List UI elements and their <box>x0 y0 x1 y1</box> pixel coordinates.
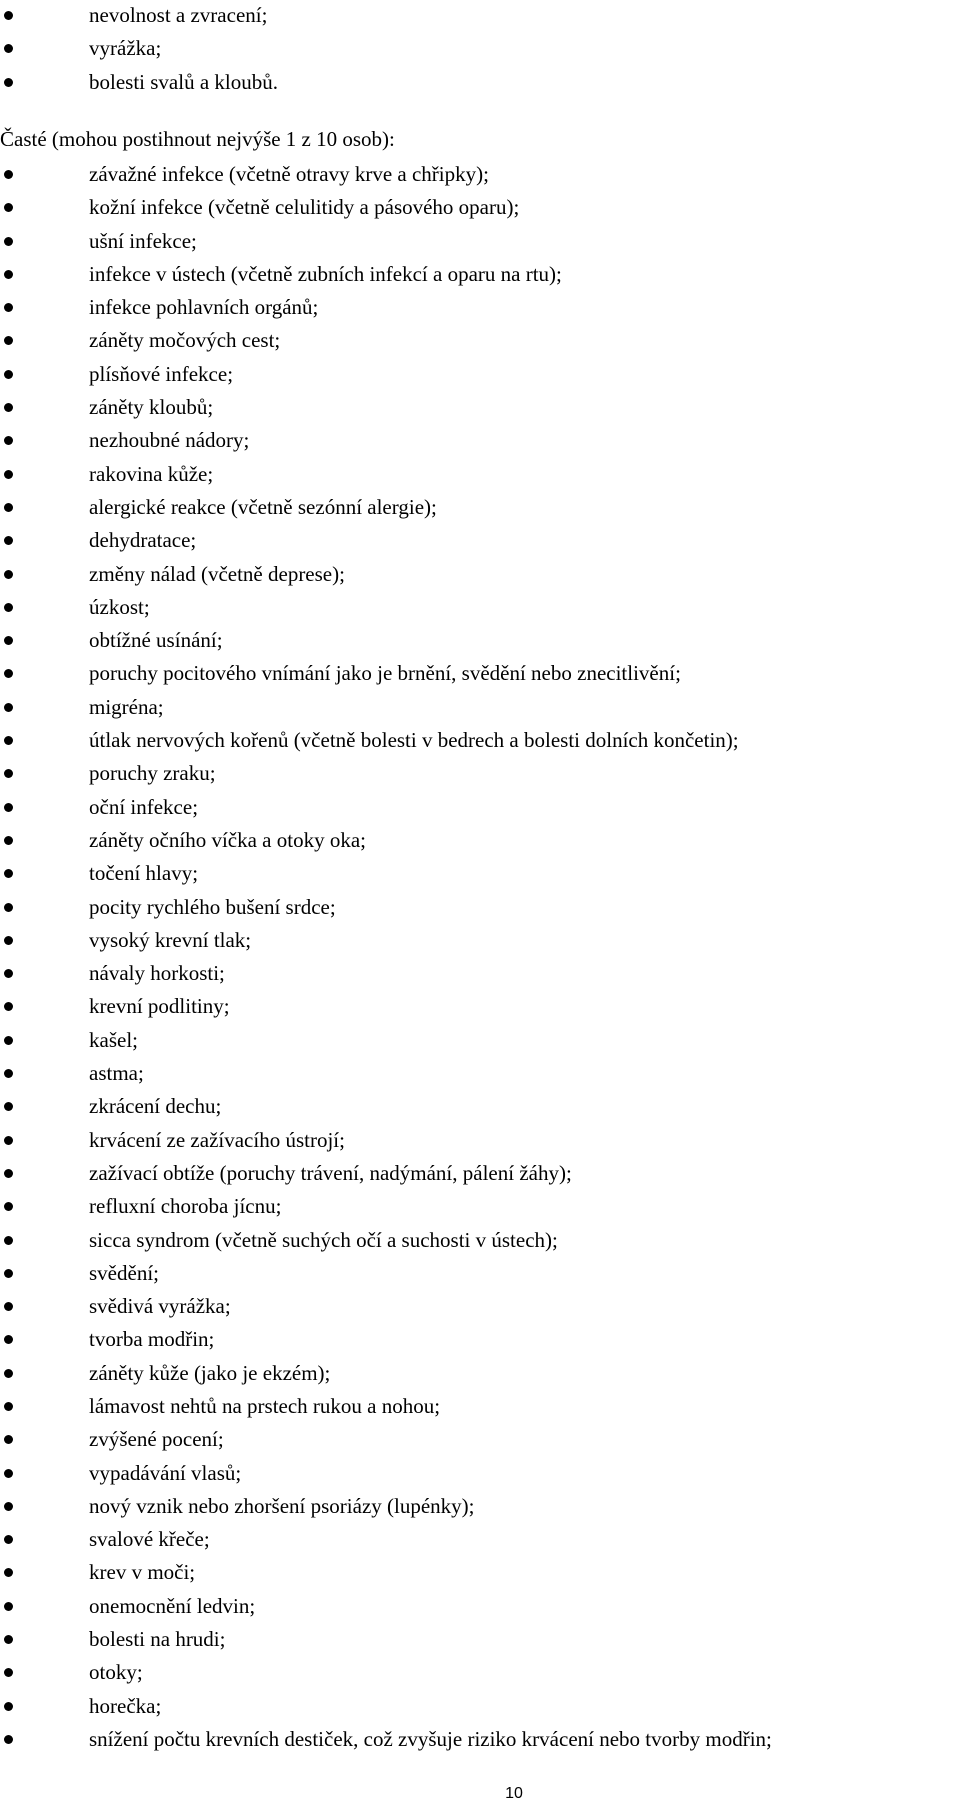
bullet-icon <box>4 403 13 412</box>
list-item-text: infekce pohlavních orgánů; <box>89 295 319 320</box>
list-item-text: vypadávání vlasů; <box>89 1460 242 1485</box>
list-item <box>0 991 772 1024</box>
list-item <box>0 1158 772 1191</box>
bullet-icon <box>4 78 13 87</box>
bullet-icon <box>4 736 13 745</box>
list-item <box>0 425 772 458</box>
list-item <box>0 1324 772 1357</box>
bullet-icon <box>4 603 13 612</box>
list-item-text: dehydratace; <box>89 528 197 553</box>
list-item <box>0 925 772 958</box>
section-heading-common: Časté (mohou postihnout nejvýše 1 z 10 osob): <box>0 127 395 151</box>
list-item-text: kožní infekce (včetně celulitidy a pásového oparu); <box>89 195 520 220</box>
bullet-icon <box>4 270 13 279</box>
bullet-icon <box>4 503 13 512</box>
list-item <box>0 1591 772 1624</box>
list-item-text: obtížné usínání; <box>89 628 223 653</box>
list-item-text: svalové křeče; <box>89 1527 210 1552</box>
list-item <box>0 459 772 492</box>
list-item-text: svědivá vyrážka; <box>89 1294 231 1319</box>
list-item-text: nevolnost a zvracení; <box>89 3 268 27</box>
bullet-icon <box>4 1302 13 1311</box>
bullet-icon <box>4 903 13 912</box>
bullet-icon <box>4 836 13 845</box>
bullet-icon <box>4 44 13 53</box>
list-item-text: refluxní choroba jícnu; <box>89 1194 282 1219</box>
list-item-text: návaly horkosti; <box>89 961 225 986</box>
list-item-text: tvorba modřin; <box>89 1327 215 1352</box>
list-item <box>0 559 772 592</box>
list-item-text: záněty močových cest; <box>89 328 281 353</box>
bullet-icon <box>4 1435 13 1444</box>
list-item <box>0 1557 772 1590</box>
list-item <box>0 825 772 858</box>
list-item-text: alergické reakce (včetně sezónní alergie); <box>89 494 437 519</box>
list-item <box>0 1191 772 1224</box>
bullet-icon <box>4 370 13 379</box>
list-item <box>0 692 772 725</box>
list-item <box>0 1458 772 1491</box>
list-item <box>0 1258 772 1291</box>
bullet-icon <box>4 1069 13 1078</box>
list-item <box>0 1624 772 1657</box>
list-item <box>0 0 278 33</box>
list-item <box>0 1524 772 1557</box>
bullet-icon <box>4 1036 13 1045</box>
list-item-text: pocity rychlého bušení srdce; <box>89 894 336 919</box>
list-item <box>0 226 772 259</box>
bullet-icon <box>4 1169 13 1178</box>
bullet-icon <box>4 669 13 678</box>
list-item-text: sicca syndrom (včetně suchých očí a suchosti v ústech); <box>89 1227 558 1252</box>
bullet-icon <box>4 1269 13 1278</box>
bullet-icon <box>4 1502 13 1511</box>
list-item-text: záněty kloubů; <box>89 395 214 420</box>
bullet-icon <box>4 1202 13 1211</box>
list-item <box>0 625 772 658</box>
bullet-icon <box>4 237 13 246</box>
bullet-icon <box>4 336 13 345</box>
list-item <box>0 592 772 625</box>
list-item-text: krev v moči; <box>89 1560 196 1585</box>
list-item-text: krevní podlitiny; <box>89 994 230 1019</box>
list-item <box>0 192 772 225</box>
list-item-text: bolesti na hrudi; <box>89 1627 226 1652</box>
list-item <box>0 1125 772 1158</box>
bullet-icon <box>4 1402 13 1411</box>
bullet-icon <box>4 1335 13 1344</box>
bullet-icon <box>4 936 13 945</box>
list-item <box>0 33 278 66</box>
bullet-icon <box>4 570 13 579</box>
list-item-text: onemocnění ledvin; <box>89 1593 256 1618</box>
list-item-text: ušní infekce; <box>89 228 197 253</box>
list-item-text: úzkost; <box>89 594 150 619</box>
bullet-icon <box>4 1136 13 1145</box>
list-item-text: útlak nervových kořenů (včetně bolesti v bedrech a bolesti dolních končetin); <box>89 728 739 753</box>
bullet-icon <box>4 436 13 445</box>
list-item-text: poruchy zraku; <box>89 761 216 786</box>
list-item <box>0 159 772 192</box>
list-item <box>0 1025 772 1058</box>
bullet-icon <box>4 1535 13 1544</box>
list-item-text: točení hlavy; <box>89 861 199 886</box>
bullet-icon <box>4 636 13 645</box>
list-item-text: krvácení ze zažívacího ústrojí; <box>89 1127 345 1152</box>
list-item <box>0 958 772 991</box>
side-effects-list-common <box>0 159 772 1757</box>
list-item <box>0 1391 772 1424</box>
list-item-text: otoky; <box>89 1660 143 1685</box>
list-item-text: migréna; <box>89 694 164 719</box>
bullet-icon <box>4 1469 13 1478</box>
list-item-text: vyrážka; <box>89 36 162 61</box>
bullet-icon <box>4 1002 13 1011</box>
bullet-icon <box>4 1635 13 1644</box>
bullet-icon <box>4 1735 13 1744</box>
list-item-text: zkrácení dechu; <box>89 1094 222 1119</box>
list-item <box>0 1424 772 1457</box>
list-item <box>0 792 772 825</box>
list-item <box>0 758 772 791</box>
list-item <box>0 492 772 525</box>
bullet-icon <box>4 703 13 712</box>
list-item <box>0 725 772 758</box>
list-item-text: vysoký krevní tlak; <box>89 927 252 952</box>
list-item-text: zvýšené pocení; <box>89 1427 224 1452</box>
list-item <box>0 392 772 425</box>
list-item <box>0 325 772 358</box>
list-item <box>0 1724 772 1757</box>
list-item-text: svědění; <box>89 1260 159 1285</box>
list-item-text: kašel; <box>89 1027 138 1052</box>
list-item-text: infekce v ústech (včetně zubních infekcí a oparu na rtu); <box>89 261 562 286</box>
list-item-text: poruchy pocitového vnímání jako je brnění, svědění nebo znecitlivění; <box>89 661 681 686</box>
list-item <box>0 1058 772 1091</box>
list-item <box>0 1691 772 1724</box>
bullet-icon <box>4 1702 13 1711</box>
list-item <box>0 1091 772 1124</box>
list-item-text: nový vznik nebo zhoršení psoriázy (lupénky); <box>89 1493 475 1518</box>
side-effects-list-continued <box>0 0 278 100</box>
list-item <box>0 259 772 292</box>
list-item <box>0 1291 772 1324</box>
list-item-text: plísňové infekce; <box>89 361 234 386</box>
bullet-icon <box>4 536 13 545</box>
list-item-text: lámavost nehtů na prstech rukou a nohou; <box>89 1393 441 1418</box>
list-item-text: bolesti svalů a kloubů. <box>89 69 278 94</box>
list-item <box>0 1491 772 1524</box>
list-item <box>0 892 772 925</box>
list-item-text: horečka; <box>89 1693 162 1718</box>
list-item-text: závažné infekce (včetně otravy krve a chřipky); <box>89 162 489 186</box>
bullet-icon <box>4 803 13 812</box>
list-item-text: astma; <box>89 1061 144 1086</box>
list-item <box>0 67 278 100</box>
list-item <box>0 858 772 891</box>
list-item <box>0 525 772 558</box>
bullet-icon <box>4 1369 13 1378</box>
bullet-icon <box>4 303 13 312</box>
list-item <box>0 1358 772 1391</box>
bullet-icon <box>4 203 13 212</box>
bullet-icon <box>4 869 13 878</box>
list-item <box>0 292 772 325</box>
list-item-text: rakovina kůže; <box>89 461 214 486</box>
bullet-icon <box>4 170 13 179</box>
bullet-icon <box>4 1568 13 1577</box>
bullet-icon <box>4 1668 13 1677</box>
bullet-icon <box>4 769 13 778</box>
bullet-icon <box>4 1102 13 1111</box>
list-item <box>0 359 772 392</box>
bullet-icon <box>4 1236 13 1245</box>
list-item-text: oční infekce; <box>89 794 199 819</box>
list-item-text: záněty kůže (jako je ekzém); <box>89 1360 331 1385</box>
list-item-text: zažívací obtíže (poruchy trávení, nadýmání, pálení žáhy); <box>89 1160 572 1185</box>
list-item <box>0 1225 772 1258</box>
page-number: 10 <box>505 1785 523 1802</box>
bullet-icon <box>4 1602 13 1611</box>
list-item-text: změny nálad (včetně deprese); <box>89 561 345 586</box>
list-item-text: nezhoubné nádory; <box>89 428 250 453</box>
list-item-text: snížení počtu krevních destiček, což zvyšuje riziko krvácení nebo tvorby modřin; <box>89 1726 772 1751</box>
bullet-icon <box>4 969 13 978</box>
list-item <box>0 1657 772 1690</box>
list-item-text: záněty očního víčka a otoky oka; <box>89 827 366 852</box>
bullet-icon <box>4 470 13 479</box>
bullet-icon <box>4 11 13 20</box>
list-item <box>0 658 772 691</box>
